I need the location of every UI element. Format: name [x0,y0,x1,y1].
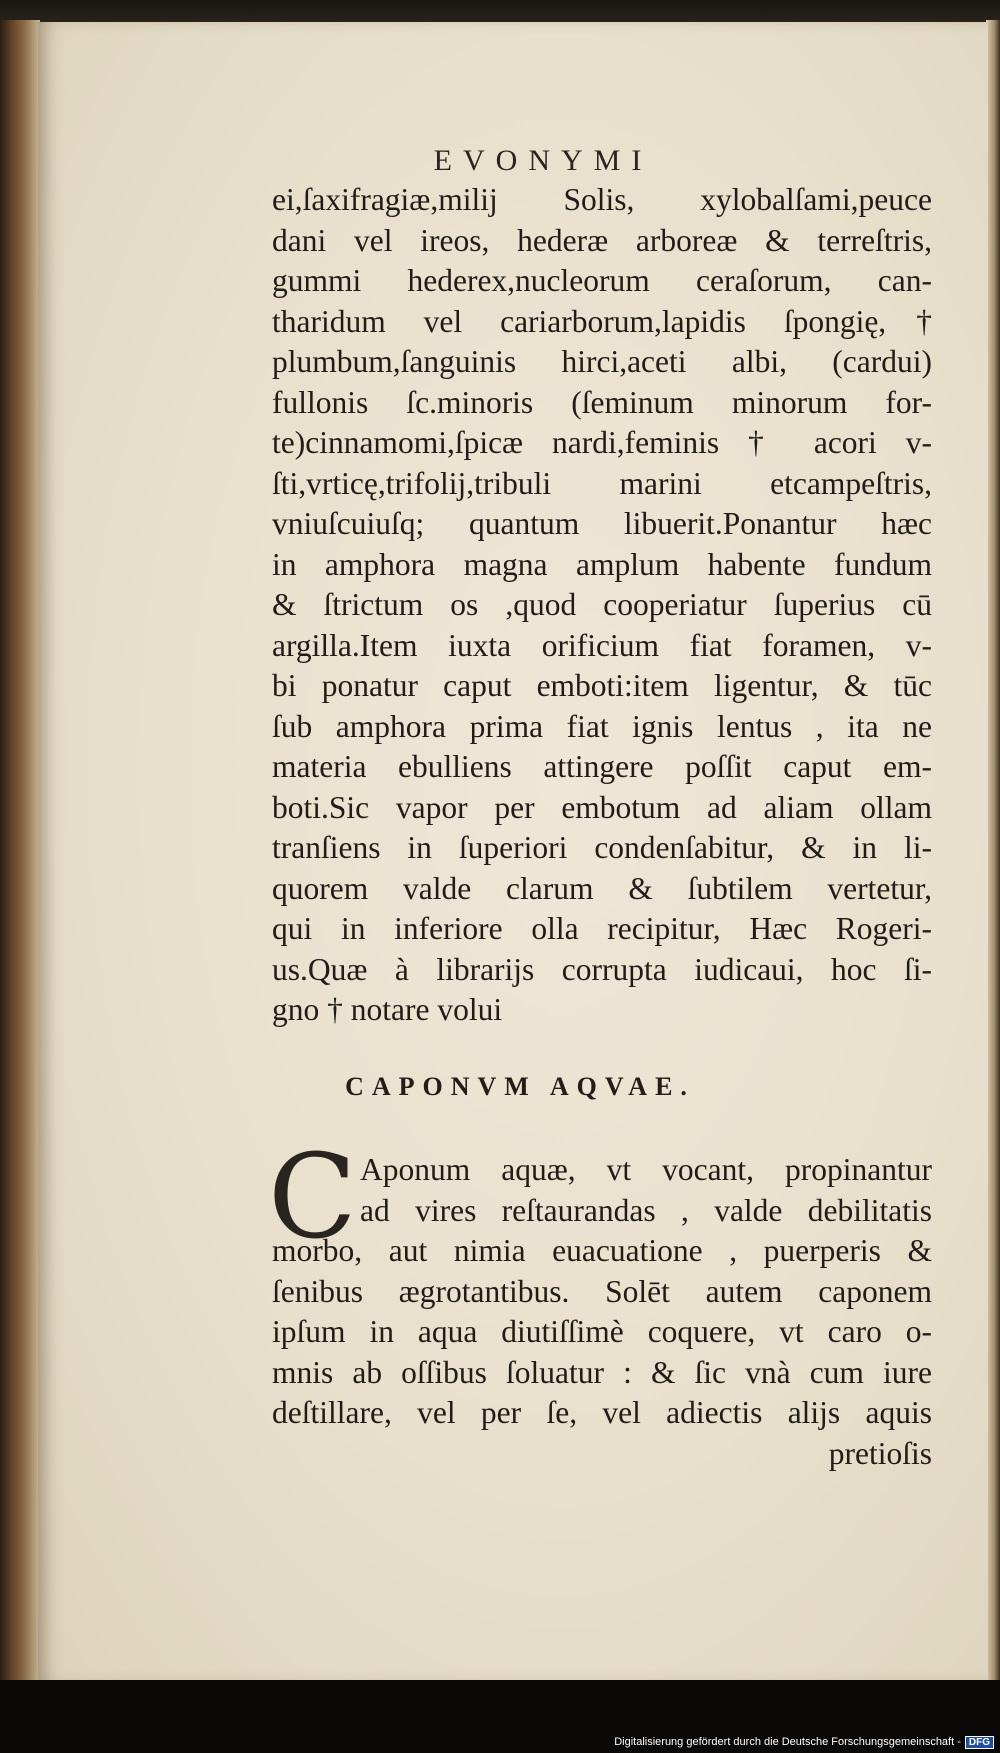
page-right-edge [986,20,1000,1680]
text-line: fullonis ſc.minoris (ſeminum minorum for- [272,384,932,420]
text-line: ſub amphora prima fiat ignis lentus , ita ne [272,708,932,744]
text-line: Aponum aquæ, vt vocant, propinantur [360,1152,932,1187]
text-line: te)cinnamomi,ſpicæ nardi,feminis † acori v- [272,425,932,460]
text-line: ſenibus ægrotantibus. Solēt autem caponem [272,1273,932,1309]
text-line: in amphora magna amplum habente fundum [272,546,932,582]
text-line: argilla.Item iuxta orificium fiat foramen, v- [272,627,932,663]
text-line: dani vel ireos, hederæ arboreæ & terreſtris, [272,222,932,258]
text-line: ei,ſaxifragiæ,milij Solis, xylobalſami,peuce [272,182,932,217]
text-line: ipſum in aqua diutiſſimè coquere, vt caro o- [272,1314,932,1349]
dfg-logo[interactable]: DFG [965,1736,994,1749]
book-binding [0,20,40,1680]
text-line: mnis ab oſſibus ſoluatur : & ſic vnà cum iure [272,1354,932,1390]
text-line: morbo, aut nimia euacuatione , puerperis & [272,1233,932,1268]
text-line: boti.Sic vapor per embotum ad aliam ollam [272,789,932,825]
text-line: quorem valde clarum & ſubtilem vertetur, [272,870,932,906]
body-text [272,180,932,1031]
text-line: gno † notare volui [272,992,503,1027]
text-line: bi ponatur caput emboti:item ligentur, & tūc [272,668,932,703]
section-heading: CAPONVM AQVAE. [345,1072,695,1101]
digitization-credit [614,1736,994,1749]
text-line: & ſtrictum os ,quod cooperiatur ſuperius cū [272,587,932,622]
text-line: deſtillare, vel per ſe, vel adiectis alijs aquis [272,1395,932,1430]
text-line: gummi hederex,nucleorum ceraſorum, can- [272,263,932,298]
text-line: ſti,vrticę,trifolij,tribuli marini etcampeſtris, [272,465,932,501]
running-header: EVONYMI [433,144,653,177]
text-line: materia ebulliens attingere poſſit caput em- [272,749,932,784]
text-line: plumbum,ſanguinis hirci,aceti albi, (cardui) [272,344,932,379]
catchword: pretioſis [828,1435,932,1471]
text-line: tharidum vel cariarborum,lapidis ſpongię,† [272,303,932,339]
text-line: ad vires reſtaurandas , valde debilitatis [360,1192,932,1228]
text-line: vniuſcuiuſq; quantum libuerit.Ponantur hæc [272,506,932,541]
drop-cap: C [268,1130,357,1265]
text-line: tranſiens in ſuperiori condenſabitur, & in li- [272,830,932,865]
section-body [272,1150,932,1474]
text-line: us.Quæ à librarijs corrupta iudicaui, hoc ſi- [272,951,932,987]
credit-text: Digitalisierung gefördert durch die Deutsche Forschungsgemeinschaft - [614,1736,961,1748]
text-line: qui in inferiore olla recipitur, Hæc Rogeri- [272,911,932,946]
